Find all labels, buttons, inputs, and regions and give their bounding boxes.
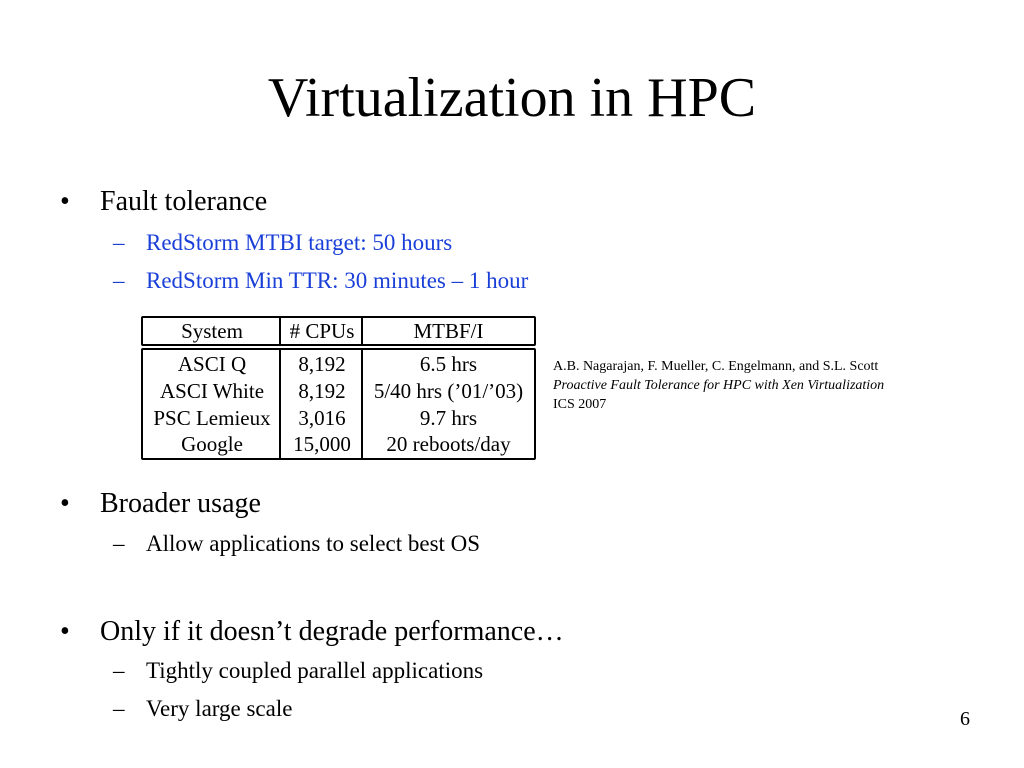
sub-bullet-dash: – [113,658,125,683]
bullet-label: Only if it doesn’t degrade performance… [100,616,564,647]
citation-title: Proactive Fault Tolerance for HPC with Xen Virtualization [553,378,885,393]
bullet-label: Broader usage [100,488,261,519]
table-header [141,316,536,346]
sub-bullet-dash: – [113,531,125,556]
sub-bullet-label: RedStorm MTBI target: 50 hours [146,230,453,255]
table-cell: 3,016 [298,406,346,430]
table-cell: 6.5 hrs [419,352,478,376]
header-cell: # CPUs [289,319,355,343]
page-number: 6 [960,708,970,730]
sub-bullet-dash: – [113,268,125,293]
table-cell: 9.7 hrs [419,406,478,430]
sub-bullet-label: Tightly coupled parallel applications [146,658,484,683]
bullet-dot: • [60,186,70,217]
table-cell: PSC Lemieux [153,406,271,430]
sub-bullet-label: Allow applications to select best OS [146,531,481,556]
table-cell: 8,192 [298,352,346,376]
bullet-dot: • [60,616,70,647]
bullet-label: Fault tolerance [100,186,268,217]
table-cell: 8,192 [298,379,346,403]
mtbf-table [141,316,536,462]
sub-bullet-label: RedStorm Min TTR: 30 minutes – 1 hour [146,268,529,293]
table-cell: 15,000 [293,432,351,456]
slide-title: Virtualization in HPC [267,67,757,129]
sub-bullet-label: Very large scale [146,696,293,721]
sub-bullet-dash: – [113,696,125,721]
citation-venue: ICS 2007 [553,397,607,412]
table-cell: Google [181,432,243,456]
table-body [141,348,536,460]
sub-bullet-dash: – [113,230,125,255]
table-cell: ASCI Q [177,352,247,376]
table-cell: 20 reboots/day [386,432,511,456]
header-cell: MTBF/I [413,319,484,343]
table-cell: 5/40 hrs (’01/’03) [373,379,524,403]
citation-authors: A.B. Nagarajan, F. Mueller, C. Engelmann, and S.L. Scott [553,359,879,374]
bullet-dot: • [60,488,70,519]
table-cell: ASCI White [159,379,265,403]
citation [553,357,884,414]
header-cell: System [181,319,243,343]
